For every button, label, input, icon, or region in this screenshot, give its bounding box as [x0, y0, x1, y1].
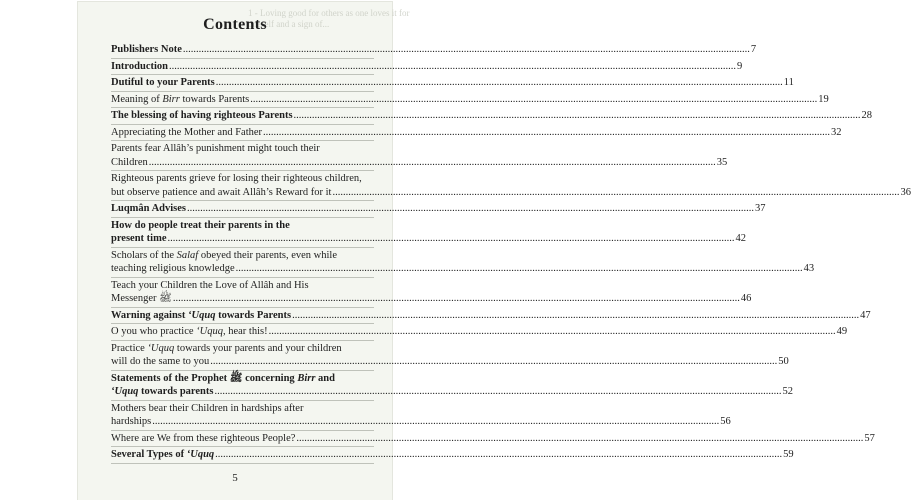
entry-title [111, 109, 293, 123]
leader-dots [173, 292, 740, 306]
entry-text: Dutiful to your Parents [111, 77, 215, 88]
book-page [78, 2, 911, 500]
toc-entry [111, 218, 746, 248]
entry-page-number: 46 [740, 293, 752, 304]
entry-italic-term: Salaf [176, 249, 199, 261]
entry-page-number: 47 [860, 309, 871, 321]
entry-page-number: 59 [783, 449, 794, 460]
entry-italic-term: ‘Uquq [196, 326, 223, 337]
entry-text: Mothers bear their Children in hardships after [111, 402, 304, 414]
entry-page-number: 49 [836, 326, 848, 337]
entry-title [111, 43, 182, 57]
toc-entry [111, 201, 766, 218]
table-of-contents [111, 42, 911, 464]
entry-title-line1 [111, 372, 374, 386]
leader-dots [292, 309, 859, 323]
entry-page-number: 28 [861, 110, 873, 121]
toc-entry [111, 371, 793, 401]
leader-dots [169, 60, 736, 74]
entry-title-line2 [111, 385, 213, 399]
entry-text: obeyed their parents, even while [198, 249, 338, 261]
entry-page-number: 36 [900, 186, 911, 198]
leader-dots [214, 385, 781, 399]
entry-text: , hear this! [222, 326, 268, 337]
entry-text: How do people treat their parents in the [111, 219, 290, 231]
toc-entry [111, 431, 875, 448]
entry-page-number: 19 [818, 93, 829, 105]
leader-dots [250, 93, 817, 107]
entry-title [111, 126, 262, 140]
entry-text: hardships [111, 416, 152, 427]
entry-text: towards Parents [179, 93, 250, 105]
entry-italic-term: ‘Uquq [188, 309, 216, 321]
entry-title-line1 [111, 279, 374, 293]
entry-text: towards Parents [215, 309, 292, 321]
entry-italic-term: Birr [297, 372, 316, 384]
entry-page-number: 11 [783, 77, 794, 88]
entry-text: Children [111, 156, 148, 168]
entry-page-number: 32 [831, 126, 842, 138]
toc-entry [111, 308, 871, 325]
entry-title [111, 76, 215, 90]
bleed-through-text: 1 - Loving good for others as one loves it for oneself and a sign of... [248, 8, 410, 29]
entry-text: Parents fear Allâh’s punishment might touch their [111, 143, 320, 154]
entry-title-line1 [111, 219, 374, 233]
entry-page-number: 52 [782, 386, 793, 397]
entry-text: Warning against [111, 309, 189, 321]
entry-text: Appreciating the Mother and Father [111, 126, 263, 138]
entry-title-line2 [111, 262, 235, 276]
toc-entry [111, 278, 752, 308]
entry-text: Messenger ﷺ [111, 293, 172, 304]
toc-entry [111, 59, 743, 76]
entry-title [111, 93, 249, 107]
entry-text: towards your parents and your children [174, 342, 342, 354]
leader-dots [332, 186, 899, 200]
toc-entry [111, 75, 794, 92]
entry-title-line2 [111, 186, 331, 200]
toc-entry [111, 324, 848, 341]
entry-title-line2 [111, 232, 167, 246]
entry-text: Luqmân Advises [111, 203, 186, 214]
entry-title [111, 325, 268, 339]
entry-text: and [315, 372, 335, 384]
toc-entry [111, 341, 789, 371]
leader-dots [152, 415, 719, 429]
entry-text: towards parents [138, 386, 214, 397]
entry-text: Where are We from these righteous People? [111, 432, 296, 444]
entry-page-number: 50 [778, 356, 789, 367]
entry-italic-term: ‘Uquq [186, 449, 215, 460]
toc-entry [111, 92, 829, 109]
entry-title-line1 [111, 142, 374, 156]
leader-dots [236, 262, 803, 276]
leader-dots [149, 156, 716, 170]
entry-title-line2 [111, 415, 151, 429]
entry-title [111, 309, 291, 323]
leader-dots [294, 109, 861, 123]
entry-title [111, 432, 295, 446]
entry-text: Introduction [111, 60, 168, 72]
entry-title [111, 60, 168, 74]
entry-italic-term: ‘Uquq [111, 386, 139, 397]
leader-dots [263, 126, 830, 140]
entry-text: Righteous parents grieve for losing their righteous children, [111, 173, 362, 184]
entry-text: Meaning of [111, 93, 163, 105]
entry-text: O you who practice [111, 326, 197, 337]
entry-title [111, 202, 186, 216]
toc-entry [111, 108, 873, 125]
entry-title-line1 [111, 402, 374, 416]
entry-page-number: 35 [716, 156, 728, 168]
entry-text: Scholars of the [111, 249, 177, 261]
entry-page-number: 57 [864, 432, 875, 444]
toc-entry [111, 248, 815, 278]
toc-entry [111, 125, 842, 142]
leader-dots [215, 448, 782, 462]
toc-entry [111, 141, 728, 171]
entry-text: Several Types of [111, 449, 187, 460]
entry-italic-term: Birr [162, 93, 180, 105]
entry-text: Statements of the Prophet ﷺ concerning [111, 372, 298, 384]
leader-dots [187, 202, 754, 216]
leader-dots [269, 325, 836, 339]
entry-italic-term: ‘Uquq [147, 342, 175, 354]
page-title: Contents [203, 16, 267, 33]
entry-text: Practice [111, 342, 148, 354]
entry-title-line1 [111, 342, 374, 356]
leader-dots [296, 432, 863, 446]
entry-text: Publishers Note [111, 44, 182, 55]
toc-entry [111, 42, 757, 59]
toc-entry [111, 401, 731, 431]
entry-page-number: 43 [803, 263, 815, 274]
toc-entry [111, 171, 911, 201]
entry-title-line2 [111, 156, 148, 170]
leader-dots [168, 232, 735, 246]
leader-dots [216, 76, 783, 90]
leader-dots [183, 43, 750, 57]
entry-text: Teach your Children the Love of Allâh and His [111, 279, 309, 291]
toc-entry [111, 447, 794, 464]
entry-title-line2 [111, 355, 209, 369]
entry-text: teaching religious knowledge [111, 263, 235, 274]
entry-page-number: 56 [720, 416, 731, 427]
entry-page-number: 42 [735, 233, 746, 244]
entry-text: but observe patience and await Allâh’s Reward for it [111, 186, 332, 198]
entry-title-line1 [111, 249, 374, 263]
entry-page-number: 7 [750, 44, 757, 55]
entry-title-line2 [111, 292, 172, 306]
entry-page-number: 37 [755, 203, 766, 214]
entry-text: present time [111, 233, 167, 244]
entry-title [111, 448, 214, 462]
entry-title-line1 [111, 172, 374, 186]
entry-text: will do the same to you [111, 356, 210, 367]
leader-dots [210, 355, 777, 369]
entry-text: The blessing of having righteous Parents [111, 110, 293, 121]
page-number: 5 [232, 472, 238, 484]
entry-page-number: 9 [737, 60, 743, 72]
